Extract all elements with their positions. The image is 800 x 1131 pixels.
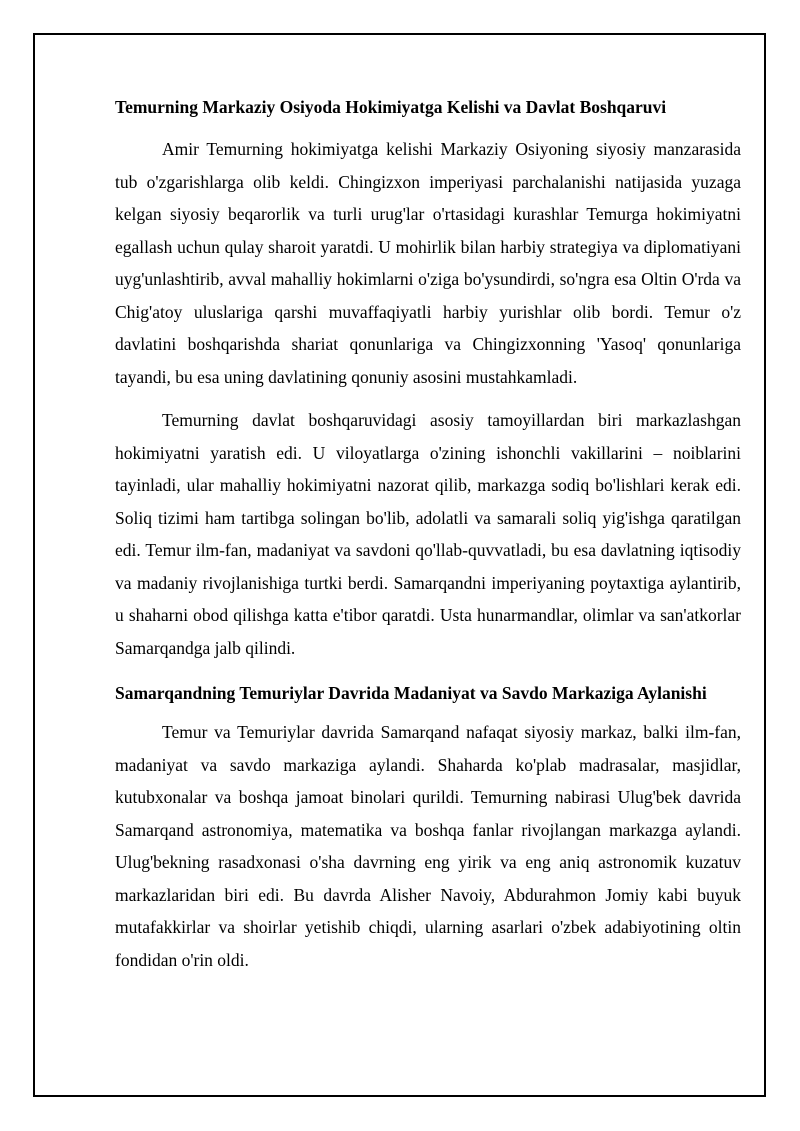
paragraph-temur-governance: Temurning davlat boshqaruvidagi asosiy tamoyillardan biri markazlashgan hokimiyatni yaratish edi. U viloyatlarga o'zining ishonchli vakillarini – noiblarini tayinladi, ular mahalliy hokimiyatni nazorat qilib, markazga sodiq bo'lishlari kerak edi. Soliq tizimi ham tartibga solingan bo'lib, adolatli va samarali soliq yig'ishga qaratilgan edi. Temur ilm-fan, madaniyat va savdoni qo'llab-quvvatladi, bu esa davlatning iqtisodiy va madaniy rivojlanishiga turtki berdi. Samarqandni imperiyaning poytaxtiga aylantirib, u shaharni obod qilishga katta e'tibor qaratdi. Usta hunarmandlar, olimlar va san'atkorlar Samarqandga jalb qilindi.: [115, 410, 741, 658]
section-heading-samarkand: Samarqandning Temuriylar Davrida Madaniyat va Savdo Markaziga Aylanishi: [115, 683, 707, 703]
paragraph-samarkand-culture: Temur va Temuriylar davrida Samarqand nafaqat siyosiy markaz, balki ilm-fan, madaniyat va savdo markaziga aylandi. Shaharda ko'plab madrasalar, masjidlar, kutubxonalar va boshqa jamoat binolari qurildi. Temurning nabirasi Ulug'bek davrida Samarqand astronomiya, matematika va boshqa fanlar rivojlangan markazga aylandi. Ulug'bekning rasadxonasi o'sha davrning eng yirik va eng aniq astronomik kuzatuv markazlaridan biri edi. Bu davrda Alisher Navoiy, Abdurahmon Jomiy kabi buyuk mutafakkirlar va shoirlar yetishib chiqdi, ularning asarlari o'zbek adabiyotining oltin fondidan o'rin oldi.: [115, 722, 741, 970]
section-heading-temur-rule: Temurning Markaziy Osiyoda Hokimiyatga Kelishi va Davlat Boshqaruvi: [115, 97, 667, 117]
document-body: [115, 96, 741, 976]
paragraph-temur-rise: Amir Temurning hokimiyatga kelishi Markaziy Osiyoning siyosiy manzarasida tub o'zgarishlarga olib keldi. Chingizxon imperiyasi parchalanishi natijasida yuzaga kelgan siyosiy beqarorlik va turli urug'lar o'rtasidagi kurashlar Temurga hokimiyatni egallash uchun qulay sharoit yaratdi. U mohirlik bilan harbiy strategiya va diplomatiyani uyg'unlashtirib, avval mahalliy hokimlarni o'ziga bo'ysundirdi, so'ngra esa Oltin O'rda va Chig'atoy uluslariga qarshi muvaffaqiyatli harbiy yurishlar olib bordi. Temur o'z davlatini boshqarishda shariat qonunlariga va Chingizxonning 'Yasoq' qonunlariga tayandi, bu esa uning davlatining qonuniy asosini mustahkamladi.: [115, 139, 741, 387]
